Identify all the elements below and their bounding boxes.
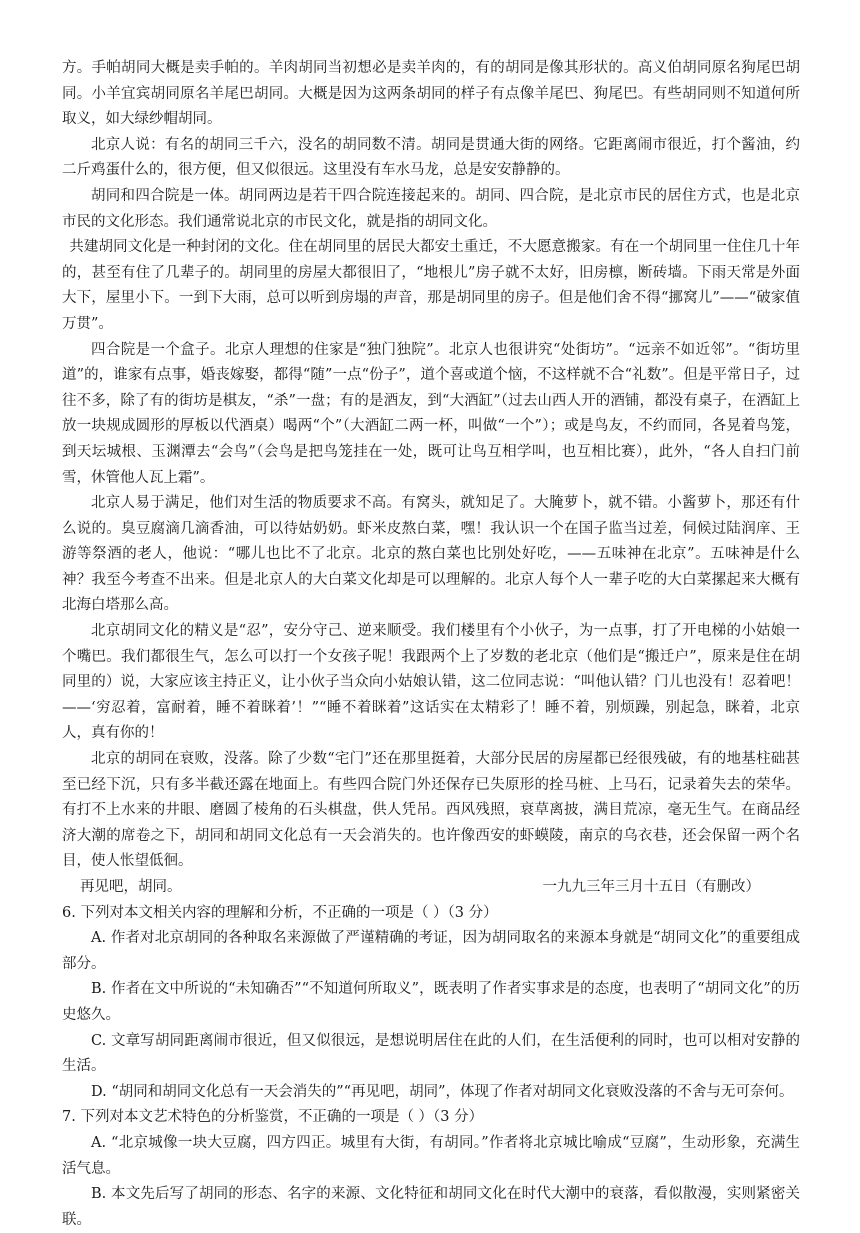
question-6-option-c: C. 文章写胡同距离闹市很近，但又似很远，是想说明居住在此的人们，在生活便利的同时，也可以相对安静的生活。 — [62, 1032, 800, 1075]
date-text: 一九九三年三月十五日（有删改） — [542, 879, 760, 895]
paragraph-4: 共建胡同文化是一种封闭的文化。住在胡同里的居民大都安土重迁，不大愿意搬家。有在一个胡同里一住住几十年的，甚至有住了几辈子的。胡同里的房屋大都很旧了，“地根儿”房子就不太好，旧房檩，断砖墙。下雨天常是外面大下，屋里小下。一到下大雨，总可以听到房塌的声音，那是胡同里的房子。但是他们舍不得“挪窝儿”——“破家值万贯”。 — [62, 239, 800, 332]
closing-text: 再见吧，胡同。 — [80, 879, 182, 895]
question-7-stem: 7. 下列对本文艺术特色的分析鉴赏，不正确的一项是（ ）（3 分） — [62, 1109, 484, 1126]
paragraph-6: 北京人易于满足，他们对生活的物质要求不高。有窝头，就知足了。大腌萝卜，就不错。小酱萝卜，那还有什么说的。臭豆腐滴几滴香油，可以待姑奶奶。虾米皮熬白菜，嘿！我认识一个在国子监当过差，伺候过陆润庠、王游等祭酒的老人，他说：“哪儿也比不了北京。北京的熬白菜也比别处好吃，——五味神在北京”。五味神是什么神？我至今考查不出来。但是北京人的大白菜文化却是可以理解的。北京人每个人一辈子吃的大白菜摞起来大概有北海白塔那么高。 — [62, 495, 800, 614]
paragraph-1: 方。手帕胡同大概是卖手帕的。羊肉胡同当初想必是卖羊肉的，有的胡同是像其形状的。高义伯胡同原名狗尾巴胡同。小羊宜宾胡同原名羊尾巴胡同。大概是因为这两条胡同的样子有点像羊尾巴、狗尾巴。有些胡同则不知道何所取义，如大绿纱帽胡同。 — [62, 60, 800, 128]
paragraph-5: 四合院是一个盒子。北京人理想的住家是“独门独院”。北京人也很讲究“处街坊”。“远亲不如近邻”。“街坊里道”的，谁家有点事，婚丧嫁娶，都得“随”一点“份子”，道个喜或道个恼，不这样就不合“礼数”。但是平常日子，过往不多，除了有的街坊是棋友，“杀”一盘；有的是酒友，到“大酒缸”（过去山西人开的酒铺，都没有桌子，在酒缸上放一块规成圆形的厚板以代酒桌）喝两“个”（大酒缸二两一杯，叫做“一个”）；或是鸟友，不约而同，各晃着鸟笼，到天坛城根、玉渊潭去“会鸟”（会鸟是把鸟笼挂在一处，既可让鸟互相学叫，也互相比赛），此外，“各人自扫门前雪，休管他人瓦上霜”。 — [62, 341, 800, 486]
question-7-option-a: A. “北京城像一块大豆腐，四方四正。城里有大街，有胡同。”作者将北京城比喻成“豆腐”，生动形象，充满生活气息。 — [62, 1134, 800, 1177]
paragraph-2: 北京人说：有名的胡同三千六，没名的胡同数不清。胡同是贯通大街的网络。它距离闹市很近，打个酱油，约二斤鸡蛋什么的，很方便，但又似很远。这里没有车水马龙，总是安安静静的。 — [62, 136, 800, 179]
paragraph-8: 北京的胡同在衰败，没落。除了少数“宅门”还在那里挺着，大部分民居的房屋都已经很残破，有的地基柱础甚至已经下沉，只有多半截还露在地面上。有些四合院门外还保存已失原形的拴马桩、上马石，记录着失去的荣华。有打不上水来的井眼、磨圆了棱角的石头棋盘，供人凭吊。西风残照，衰草离披，满目荒凉，毫无生气。在商品经济大潮的席卷之下，胡同和胡同文化总有一天会消失的。也许像西安的虾蟆陵，南京的乌衣巷，还会保留一两个名目，使人怅望低徊。 — [62, 751, 800, 870]
paragraph-7: 北京胡同文化的精义是“忍”，安分守己、逆来顺受。我们楼里有个小伙子，为一点事，打了开电梯的小姑娘一个嘴巴。我们都很生气，怎么可以打一个女孩子呢！我跟两个上了岁数的老北京（他们是“搬迁户”，原来是住在胡同里的）说，大家应该主持正义，让小伙子当众向小姑娘认错，这二位同志说：“叫他认错？门儿也没有！忍着吧！——‘穷忍着，富耐着，睡不着眯着’！”“睡不着眯着”这话实在太精彩了！睡不着，别烦躁，别起急，眯着，北京人，真有你的！ — [62, 623, 800, 742]
question-6-option-b: B. 作者在文中所说的“未知确否”“不知道何所取义”，既表明了作者实事求是的态度，也表明了“胡同文化”的历史悠久。 — [62, 981, 800, 1023]
closing-line — [62, 875, 800, 901]
question-6-option-d: D. “胡同和胡同文化总有一天会消失的”“再见吧，胡同”，体现了作者对胡同文化衰败没落的不舍与无可奈何。 — [91, 1083, 794, 1100]
paragraph-3: 胡同和四合院是一体。胡同两边是若干四合院连接起来的。胡同、四合院，是北京市民的居住方式，也是北京市民的文化形态。我们通常说北京的市民文化，就是指的胡同文化。 — [62, 187, 800, 230]
questions — [62, 901, 800, 1233]
question-7-option-b: B. 本文先后写了胡同的形态、名字的来源、文化特征和胡同文化在时代大潮中的衰落，看似散漫，实则紧密关联。 — [62, 1186, 800, 1228]
question-6-stem: 6. 下列对本文相关内容的理解和分析，不正确的一项是（ ）（3 分） — [62, 904, 498, 921]
passage — [62, 56, 800, 901]
question-6-option-a: A. 作者对北京胡同的各种取名来源做了严谨精确的考证，因为胡同取名的来源本身就是“胡同文化”的重要组成部分。 — [62, 930, 800, 972]
